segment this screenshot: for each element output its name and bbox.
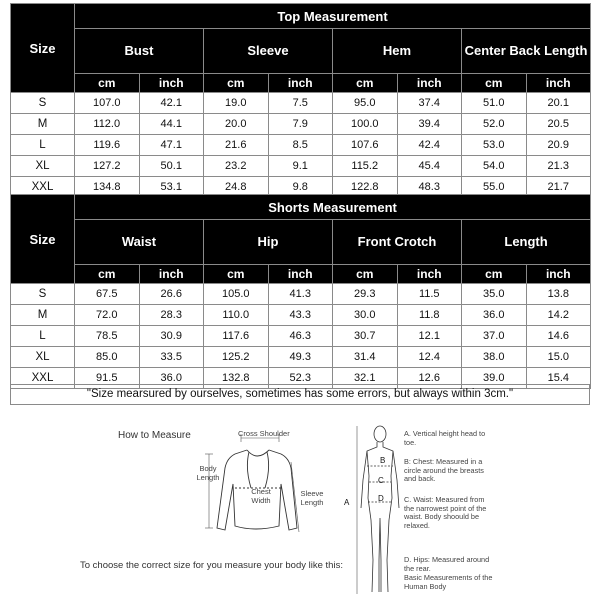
value-cell: 30.9 [139,326,204,347]
value-cell: 53.1 [139,177,204,198]
value-cell: 91.5 [75,368,140,389]
value-cell: 115.2 [333,156,398,177]
value-cell: 54.0 [462,156,527,177]
value-cell: 51.0 [462,93,527,114]
value-cell: 12.6 [397,368,462,389]
marker-b: B [380,456,386,465]
value-cell: 30.0 [333,305,398,326]
value-cell: 15.4 [526,368,591,389]
value-cell: 43.3 [268,305,333,326]
value-cell: 49.3 [268,347,333,368]
value-cell: 20.1 [526,93,591,114]
value-cell: 46.3 [268,326,333,347]
value-cell: 95.0 [333,93,398,114]
group-header: Bust [75,29,204,74]
table-row [11,347,591,368]
value-cell: 11.8 [397,305,462,326]
unit-header: inch [397,74,462,93]
how-to-measure-label: How to Measure [118,430,191,441]
value-cell: 23.2 [204,156,269,177]
value-cell: 38.0 [462,347,527,368]
table-row [11,156,591,177]
unit-header: inch [268,265,333,284]
body-length-label: Body Length [196,464,220,482]
value-cell: 8.5 [268,135,333,156]
value-cell: 30.7 [333,326,398,347]
value-cell: 72.0 [75,305,140,326]
value-cell: 53.0 [462,135,527,156]
value-cell: 42.4 [397,135,462,156]
value-cell: 127.2 [75,156,140,177]
value-cell: 26.6 [139,284,204,305]
unit-header: cm [462,74,527,93]
value-cell: 36.0 [462,305,527,326]
table-row [11,93,591,114]
marker-c: C [378,476,384,485]
description-b: B: Chest: Measured in a circle around the breasts and back. [404,457,484,484]
size-cell: S [11,284,75,305]
size-cell: L [11,326,75,347]
size-cell: XL [11,347,75,368]
top-measurement-table [10,3,591,198]
value-cell: 37.0 [462,326,527,347]
human-body-diagram-icon [355,420,405,598]
value-cell: 20.9 [526,135,591,156]
value-cell: 33.5 [139,347,204,368]
group-header: Center Back Length [462,29,591,74]
value-cell: 41.3 [268,284,333,305]
marker-d: D [378,494,384,503]
table-row [11,135,591,156]
unit-header: cm [204,74,269,93]
value-cell: 47.1 [139,135,204,156]
unit-header: cm [204,265,269,284]
value-cell: 55.0 [462,177,527,198]
group-header: Sleeve [204,29,333,74]
value-cell: 7.5 [268,93,333,114]
marker-a: A [344,498,350,507]
description-basic: Basic Measurements of the Human Body [404,573,493,591]
table-row [11,326,591,347]
table-row [11,114,591,135]
value-cell: 21.6 [204,135,269,156]
value-cell: 122.8 [333,177,398,198]
shorts-measurement-table [10,194,591,389]
value-cell: 107.0 [75,93,140,114]
value-cell: 52.0 [462,114,527,135]
value-cell: 78.5 [75,326,140,347]
value-cell: 14.6 [526,326,591,347]
value-cell: 44.1 [139,114,204,135]
value-cell: 9.8 [268,177,333,198]
unit-header: inch [139,265,204,284]
value-cell: 100.0 [333,114,398,135]
value-cell: 45.4 [397,156,462,177]
value-cell: 19.0 [204,93,269,114]
value-cell: 36.0 [139,368,204,389]
value-cell: 117.6 [204,326,269,347]
table-row [11,305,591,326]
measure-guide [0,410,600,600]
group-header: Length [462,220,591,265]
value-cell: 11.5 [397,284,462,305]
value-cell: 112.0 [75,114,140,135]
value-cell: 132.8 [204,368,269,389]
group-header: Waist [75,220,204,265]
value-cell: 15.0 [526,347,591,368]
value-cell: 35.0 [462,284,527,305]
size-cell: XXL [11,177,75,198]
size-cell: XL [11,156,75,177]
value-cell: 13.8 [526,284,591,305]
value-cell: 110.0 [204,305,269,326]
value-cell: 12.1 [397,326,462,347]
measurement-note: "Size mearsured by ourselves, sometimes has some errors, but always within 3cm." [10,384,590,405]
value-cell: 9.1 [268,156,333,177]
value-cell: 24.8 [204,177,269,198]
value-cell: 67.5 [75,284,140,305]
sleeve-length-label: Sleeve Length [300,489,324,507]
value-cell: 119.6 [75,135,140,156]
unit-header: cm [333,265,398,284]
description-d: D. Hips: Measured around the rear. [404,555,490,573]
value-cell: 21.3 [526,156,591,177]
size-cell: M [11,114,75,135]
value-cell: 20.5 [526,114,591,135]
table-title: Shorts Measurement [75,195,591,220]
value-cell: 105.0 [204,284,269,305]
unit-header: inch [268,74,333,93]
choose-size-instruction: To choose the correct size for you measure your body like this: [80,560,343,571]
size-cell: S [11,93,75,114]
value-cell: 39.4 [397,114,462,135]
size-cell: XXL [11,368,75,389]
table-row [11,284,591,305]
size-cell: L [11,135,75,156]
group-header: Hem [333,29,462,74]
description-a: A. Vertical height head to toe. [404,429,486,447]
unit-header: inch [526,265,591,284]
value-cell: 20.0 [204,114,269,135]
top-table-body [11,93,591,198]
description-c: C. Waist: Measured from the narrowest point of the waist. Body shoould be relaxed. [404,495,487,530]
value-cell: 42.1 [139,93,204,114]
value-cell: 31.4 [333,347,398,368]
unit-header: cm [75,74,140,93]
value-cell: 14.2 [526,305,591,326]
value-cell: 29.3 [333,284,398,305]
unit-header: inch [139,74,204,93]
value-cell: 52.3 [268,368,333,389]
table-title: Top Measurement [75,4,591,29]
size-cell: M [11,305,75,326]
value-cell: 39.0 [462,368,527,389]
value-cell: 125.2 [204,347,269,368]
value-cell: 50.1 [139,156,204,177]
group-header: Front Crotch [333,220,462,265]
unit-header: cm [333,74,398,93]
value-cell: 28.3 [139,305,204,326]
size-header: Size [11,4,75,93]
unit-header: inch [397,265,462,284]
value-cell: 12.4 [397,347,462,368]
value-cell: 48.3 [397,177,462,198]
value-cell: 32.1 [333,368,398,389]
unit-header: cm [462,265,527,284]
size-header: Size [11,195,75,284]
chest-width-label: Chest Width [251,487,271,505]
cross-shoulder-label: Cross Shoulder [238,429,290,438]
value-cell: 7.9 [268,114,333,135]
unit-header: inch [526,74,591,93]
value-cell: 85.0 [75,347,140,368]
unit-header: cm [75,265,140,284]
value-cell: 37.4 [397,93,462,114]
value-cell: 134.8 [75,177,140,198]
value-cell: 21.7 [526,177,591,198]
group-header: Hip [204,220,333,265]
shorts-table-body [11,284,591,389]
value-cell: 107.6 [333,135,398,156]
